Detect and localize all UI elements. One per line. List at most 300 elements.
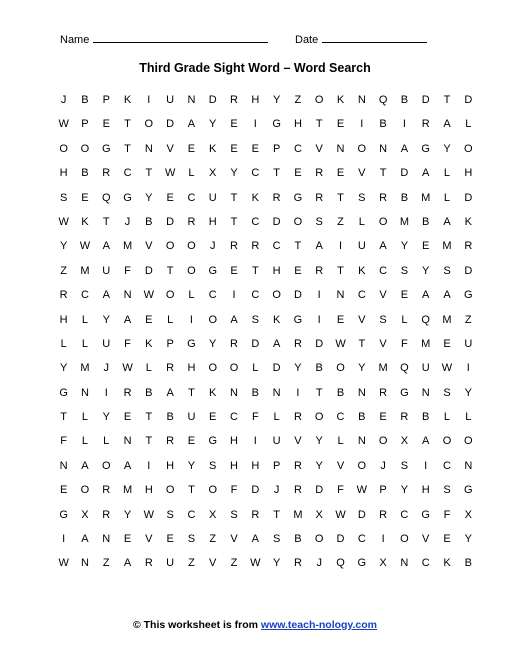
grid-letter[interactable]: M: [122, 240, 133, 253]
grid-letter[interactable]: Y: [294, 362, 302, 375]
grid-letter[interactable]: W: [122, 362, 133, 375]
grid-letter[interactable]: R: [144, 557, 153, 570]
grid-letter[interactable]: O: [208, 362, 217, 375]
grid-letter[interactable]: N: [230, 386, 238, 399]
grid-letter[interactable]: N: [59, 459, 68, 472]
grid-letter[interactable]: Y: [59, 362, 68, 375]
grid-letter[interactable]: B: [145, 386, 153, 399]
grid-letter[interactable]: G: [208, 264, 217, 277]
grid-letter[interactable]: R: [272, 191, 281, 204]
grid-letter[interactable]: B: [81, 94, 89, 106]
grid-letter[interactable]: O: [442, 435, 452, 448]
grid-letter[interactable]: C: [400, 508, 409, 521]
grid-letter[interactable]: I: [296, 386, 300, 399]
grid-letter[interactable]: T: [188, 386, 195, 399]
grid-letter[interactable]: G: [400, 386, 409, 399]
grid-letter[interactable]: D: [315, 337, 324, 350]
footer-link[interactable]: www.teach-nology.com: [260, 619, 378, 631]
grid-letter[interactable]: E: [230, 118, 238, 131]
grid-letter[interactable]: O: [357, 459, 367, 472]
grid-letter[interactable]: A: [123, 557, 132, 570]
grid-letter[interactable]: X: [400, 435, 409, 448]
grid-letter[interactable]: C: [187, 191, 196, 204]
grid-letter[interactable]: C: [293, 142, 302, 155]
grid-letter[interactable]: I: [424, 459, 428, 472]
grid-letter[interactable]: A: [123, 313, 132, 326]
grid-letter[interactable]: N: [421, 386, 430, 399]
grid-letter[interactable]: K: [443, 557, 451, 570]
grid-letter[interactable]: A: [102, 289, 110, 302]
grid-letter[interactable]: N: [272, 386, 281, 399]
grid-letter[interactable]: E: [123, 411, 132, 424]
grid-letter[interactable]: O: [80, 142, 90, 155]
grid-letter[interactable]: K: [209, 142, 217, 155]
grid-letter[interactable]: X: [464, 508, 472, 521]
grid-letter[interactable]: D: [166, 215, 175, 228]
grid-letter[interactable]: I: [62, 533, 66, 546]
grid-letter[interactable]: N: [357, 435, 366, 448]
grid-letter[interactable]: M: [122, 484, 133, 497]
grid-letter[interactable]: D: [421, 94, 430, 106]
grid-letter[interactable]: R: [400, 411, 409, 424]
grid-letter[interactable]: R: [102, 508, 111, 521]
grid-letter[interactable]: B: [422, 215, 430, 228]
grid-letter[interactable]: Y: [145, 191, 153, 204]
grid-letter[interactable]: T: [230, 191, 238, 204]
grid-letter[interactable]: E: [166, 533, 174, 546]
grid-letter[interactable]: G: [293, 191, 303, 204]
grid-letter[interactable]: T: [60, 411, 68, 424]
grid-letter[interactable]: D: [464, 191, 473, 204]
grid-letter[interactable]: A: [443, 289, 451, 302]
grid-letter[interactable]: A: [443, 215, 451, 228]
grid-letter[interactable]: P: [81, 118, 89, 131]
grid-letter[interactable]: J: [124, 215, 131, 228]
grid-letter[interactable]: U: [102, 264, 111, 277]
grid-letter[interactable]: G: [101, 142, 111, 155]
grid-letter[interactable]: U: [421, 362, 430, 375]
grid-letter[interactable]: M: [80, 264, 90, 277]
grid-letter[interactable]: C: [251, 289, 260, 302]
grid-letter[interactable]: R: [59, 289, 68, 302]
grid-letter[interactable]: K: [251, 191, 259, 204]
grid-letter[interactable]: V: [145, 533, 153, 546]
grid-letter[interactable]: W: [143, 289, 155, 302]
grid-letter[interactable]: T: [166, 264, 174, 277]
grid-letter[interactable]: H: [230, 435, 238, 448]
grid-letter[interactable]: O: [165, 240, 175, 253]
grid-letter[interactable]: G: [464, 484, 473, 497]
grid-letter[interactable]: C: [251, 215, 260, 228]
grid-letter[interactable]: T: [251, 264, 259, 277]
grid-letter[interactable]: N: [379, 142, 388, 155]
grid-letter[interactable]: B: [81, 167, 89, 180]
grid-letter[interactable]: A: [379, 240, 387, 253]
grid-letter[interactable]: L: [337, 435, 344, 448]
grid-letter[interactable]: E: [294, 264, 302, 277]
grid-letter[interactable]: I: [253, 118, 257, 131]
grid-letter[interactable]: M: [293, 508, 303, 521]
grid-letter[interactable]: A: [400, 142, 409, 155]
grid-letter[interactable]: H: [272, 264, 281, 277]
grid-letter[interactable]: A: [251, 533, 259, 546]
grid-letter[interactable]: E: [336, 167, 345, 180]
grid-letter[interactable]: R: [123, 386, 132, 399]
grid-letter[interactable]: R: [187, 215, 196, 228]
grid-letter[interactable]: Y: [102, 313, 110, 326]
grid-letter[interactable]: V: [422, 533, 430, 546]
grid-letter[interactable]: T: [379, 167, 387, 180]
grid-letter[interactable]: L: [103, 435, 110, 448]
grid-letter[interactable]: T: [315, 118, 323, 131]
grid-letter[interactable]: O: [464, 142, 473, 155]
grid-letter[interactable]: E: [336, 118, 345, 131]
grid-letter[interactable]: T: [230, 215, 238, 228]
grid-letter[interactable]: G: [59, 386, 68, 399]
grid-letter[interactable]: B: [294, 533, 302, 546]
grid-letter[interactable]: A: [422, 435, 430, 448]
grid-letter[interactable]: A: [272, 337, 281, 350]
grid-letter[interactable]: R: [102, 484, 111, 497]
grid-letter[interactable]: D: [336, 533, 345, 546]
grid-letter[interactable]: B: [400, 94, 409, 106]
grid-letter[interactable]: U: [357, 240, 366, 253]
grid-letter[interactable]: O: [314, 411, 324, 424]
grid-letter[interactable]: I: [317, 313, 321, 326]
grid-letter[interactable]: Z: [337, 215, 344, 228]
grid-letter[interactable]: G: [421, 142, 430, 155]
grid-letter[interactable]: G: [464, 289, 473, 302]
grid-letter[interactable]: Z: [188, 557, 195, 570]
grid-letter[interactable]: U: [166, 94, 175, 106]
grid-letter[interactable]: S: [315, 215, 323, 228]
grid-letter[interactable]: M: [442, 313, 452, 326]
grid-letter[interactable]: Y: [315, 435, 323, 448]
grid-letter[interactable]: R: [230, 337, 238, 350]
grid-letter[interactable]: S: [209, 459, 217, 472]
grid-letter[interactable]: T: [273, 167, 280, 180]
grid-letter[interactable]: B: [336, 386, 345, 399]
grid-letter[interactable]: C: [251, 167, 260, 180]
grid-letter[interactable]: L: [188, 289, 195, 302]
grid-letter[interactable]: E: [379, 411, 387, 424]
grid-letter[interactable]: W: [79, 240, 91, 253]
grid-letter[interactable]: H: [59, 313, 68, 326]
grid-letter[interactable]: K: [272, 313, 281, 326]
grid-letter[interactable]: I: [147, 94, 151, 106]
grid-letter[interactable]: T: [124, 118, 131, 131]
grid-letter[interactable]: P: [166, 337, 174, 350]
grid-letter[interactable]: O: [80, 484, 90, 497]
grid-letter[interactable]: S: [400, 459, 409, 472]
grid-letter[interactable]: H: [166, 459, 175, 472]
grid-letter[interactable]: C: [421, 557, 430, 570]
grid-letter[interactable]: R: [102, 167, 111, 180]
grid-letter[interactable]: H: [421, 484, 430, 497]
grid-letter[interactable]: C: [123, 167, 132, 180]
grid-letter[interactable]: H: [144, 484, 153, 497]
grid-letter[interactable]: K: [358, 264, 366, 277]
grid-letter[interactable]: D: [272, 362, 281, 375]
grid-letter[interactable]: O: [229, 362, 239, 375]
grid-letter[interactable]: T: [315, 386, 323, 399]
grid-letter[interactable]: A: [315, 240, 323, 253]
grid-letter[interactable]: J: [209, 240, 216, 253]
grid-letter[interactable]: S: [379, 313, 387, 326]
grid-letter[interactable]: M: [421, 337, 431, 350]
grid-letter[interactable]: D: [357, 508, 366, 521]
grid-letter[interactable]: O: [144, 118, 154, 131]
grid-letter[interactable]: N: [123, 289, 132, 302]
grid-letter[interactable]: Q: [400, 362, 409, 375]
grid-letter[interactable]: V: [209, 557, 217, 570]
grid-letter[interactable]: G: [123, 191, 132, 204]
grid-letter[interactable]: I: [360, 118, 364, 131]
grid-letter[interactable]: D: [315, 484, 324, 497]
grid-letter[interactable]: Y: [272, 557, 281, 570]
grid-letter[interactable]: L: [443, 191, 451, 204]
grid-letter[interactable]: O: [187, 240, 196, 253]
grid-letter[interactable]: W: [58, 118, 69, 131]
grid-letter[interactable]: Y: [209, 337, 217, 350]
grid-letter[interactable]: L: [167, 313, 174, 326]
grid-letter[interactable]: O: [314, 533, 324, 546]
grid-letter[interactable]: L: [145, 362, 152, 375]
grid-letter[interactable]: T: [337, 264, 344, 277]
grid-letter[interactable]: R: [251, 508, 260, 521]
grid-letter[interactable]: I: [402, 118, 406, 131]
grid-letter[interactable]: R: [464, 240, 473, 253]
grid-letter[interactable]: F: [124, 264, 131, 277]
grid-letter[interactable]: S: [251, 313, 259, 326]
grid-letter[interactable]: S: [443, 386, 451, 399]
grid-letter[interactable]: S: [59, 191, 68, 204]
grid-letter[interactable]: Y: [102, 411, 110, 424]
name-blank-line[interactable]: [93, 31, 268, 43]
grid-letter[interactable]: T: [273, 508, 280, 521]
grid-letter[interactable]: P: [102, 94, 110, 106]
grid-letter[interactable]: E: [145, 313, 153, 326]
grid-letter[interactable]: H: [251, 459, 260, 472]
grid-letter[interactable]: O: [464, 435, 473, 448]
grid-letter[interactable]: U: [208, 191, 217, 204]
grid-letter[interactable]: I: [147, 459, 151, 472]
grid-letter[interactable]: E: [336, 313, 345, 326]
grid-letter[interactable]: W: [335, 337, 346, 350]
grid-letter[interactable]: Y: [422, 264, 430, 277]
grid-letter[interactable]: P: [272, 459, 281, 472]
grid-letter[interactable]: W: [58, 557, 69, 570]
grid-letter[interactable]: C: [443, 459, 451, 472]
grid-letter[interactable]: Y: [187, 459, 196, 472]
grid-letter[interactable]: Y: [400, 240, 409, 253]
grid-letter[interactable]: Z: [294, 94, 302, 106]
grid-letter[interactable]: S: [230, 508, 238, 521]
grid-letter[interactable]: W: [58, 215, 69, 228]
grid-letter[interactable]: S: [400, 264, 409, 277]
grid-letter[interactable]: E: [59, 484, 68, 497]
grid-letter[interactable]: Y: [59, 240, 68, 253]
grid-letter[interactable]: J: [316, 557, 322, 570]
grid-letter[interactable]: N: [187, 94, 196, 106]
grid-letter[interactable]: C: [187, 508, 196, 521]
grid-letter[interactable]: D: [166, 118, 175, 131]
grid-letter[interactable]: T: [337, 191, 344, 204]
grid-letter[interactable]: X: [315, 508, 323, 521]
grid-letter[interactable]: E: [123, 533, 132, 546]
grid-letter[interactable]: I: [466, 362, 470, 375]
grid-letter[interactable]: A: [230, 313, 238, 326]
grid-letter[interactable]: G: [421, 508, 430, 521]
grid-letter[interactable]: V: [358, 313, 366, 326]
grid-letter[interactable]: N: [123, 435, 132, 448]
grid-letter[interactable]: U: [102, 337, 111, 350]
grid-letter[interactable]: V: [230, 533, 238, 546]
grid-letter[interactable]: O: [208, 484, 217, 497]
grid-letter[interactable]: K: [123, 94, 132, 106]
grid-letter[interactable]: H: [464, 167, 473, 180]
grid-letter[interactable]: A: [166, 386, 174, 399]
grid-letter[interactable]: J: [273, 484, 280, 497]
grid-letter[interactable]: E: [443, 337, 451, 350]
grid-letter[interactable]: E: [422, 240, 430, 253]
grid-letter[interactable]: B: [422, 411, 430, 424]
grid-letter[interactable]: T: [358, 337, 366, 350]
grid-letter[interactable]: E: [230, 142, 238, 155]
grid-letter[interactable]: H: [293, 118, 302, 131]
grid-letter[interactable]: A: [187, 118, 196, 131]
grid-letter[interactable]: U: [166, 557, 175, 570]
grid-letter[interactable]: O: [314, 94, 324, 106]
grid-letter[interactable]: N: [357, 94, 366, 106]
grid-letter[interactable]: B: [315, 362, 323, 375]
grid-letter[interactable]: A: [422, 289, 430, 302]
grid-letter[interactable]: L: [81, 313, 88, 326]
grid-letter[interactable]: Z: [209, 533, 217, 546]
grid-letter[interactable]: X: [209, 508, 217, 521]
grid-letter[interactable]: H: [59, 167, 68, 180]
grid-letter[interactable]: P: [272, 142, 281, 155]
grid-letter[interactable]: O: [272, 289, 281, 302]
grid-letter[interactable]: Y: [272, 94, 281, 106]
grid-letter[interactable]: T: [145, 435, 153, 448]
grid-letter[interactable]: Y: [123, 508, 132, 521]
grid-letter[interactable]: N: [336, 142, 345, 155]
grid-letter[interactable]: D: [144, 264, 153, 277]
grid-letter[interactable]: E: [81, 191, 89, 204]
grid-letter[interactable]: C: [230, 411, 238, 424]
grid-letter[interactable]: U: [272, 435, 281, 448]
grid-letter[interactable]: S: [443, 264, 451, 277]
grid-letter[interactable]: N: [102, 533, 111, 546]
grid-letter[interactable]: D: [293, 289, 302, 302]
grid-letter[interactable]: V: [315, 142, 323, 155]
grid-letter[interactable]: A: [81, 459, 89, 472]
grid-letter[interactable]: F: [401, 337, 408, 350]
grid-letter[interactable]: R: [379, 386, 388, 399]
grid-letter[interactable]: Y: [464, 386, 472, 399]
grid-letter[interactable]: O: [357, 142, 367, 155]
grid-letter[interactable]: W: [335, 508, 346, 521]
grid-letter[interactable]: M: [442, 240, 452, 253]
grid-letter[interactable]: N: [80, 557, 89, 570]
grid-letter[interactable]: I: [189, 313, 193, 326]
grid-letter[interactable]: V: [379, 337, 387, 350]
grid-letter[interactable]: R: [293, 337, 302, 350]
grid-letter[interactable]: F: [443, 508, 451, 521]
grid-letter[interactable]: M: [399, 215, 409, 228]
grid-letter[interactable]: O: [101, 459, 111, 472]
grid-letter[interactable]: L: [81, 435, 88, 448]
grid-letter[interactable]: E: [294, 167, 302, 180]
grid-letter[interactable]: T: [145, 411, 153, 424]
grid-letter[interactable]: S: [443, 484, 451, 497]
grid-letter[interactable]: Y: [443, 142, 451, 155]
grid-letter[interactable]: F: [124, 337, 131, 350]
grid-letter[interactable]: Y: [464, 533, 472, 546]
grid-letter[interactable]: R: [230, 94, 238, 106]
grid-letter[interactable]: L: [188, 167, 195, 180]
grid-letter[interactable]: X: [379, 557, 387, 570]
grid-letter[interactable]: R: [293, 411, 302, 424]
grid-letter[interactable]: F: [60, 435, 68, 448]
grid-letter[interactable]: S: [272, 533, 281, 546]
grid-letter[interactable]: R: [293, 459, 302, 472]
grid-letter[interactable]: M: [378, 362, 388, 375]
grid-letter[interactable]: K: [336, 94, 345, 106]
grid-letter[interactable]: T: [124, 142, 131, 155]
grid-letter[interactable]: G: [357, 557, 367, 570]
grid-letter[interactable]: V: [379, 289, 387, 302]
grid-letter[interactable]: K: [464, 215, 472, 228]
grid-letter[interactable]: D: [272, 215, 281, 228]
grid-letter[interactable]: E: [443, 533, 451, 546]
grid-letter[interactable]: L: [401, 313, 408, 326]
grid-letter[interactable]: C: [357, 533, 366, 546]
grid-letter[interactable]: O: [378, 435, 388, 448]
grid-letter[interactable]: F: [251, 411, 259, 424]
grid-letter[interactable]: B: [145, 215, 153, 228]
grid-letter[interactable]: J: [103, 362, 109, 375]
grid-letter[interactable]: E: [400, 289, 409, 302]
grid-letter[interactable]: A: [81, 533, 89, 546]
grid-letter[interactable]: Z: [102, 557, 110, 570]
grid-letter[interactable]: T: [294, 240, 302, 253]
grid-letter[interactable]: Q: [101, 191, 111, 204]
grid-letter[interactable]: T: [102, 215, 110, 228]
grid-letter[interactable]: W: [441, 362, 453, 375]
grid-letter[interactable]: Q: [421, 313, 430, 326]
grid-letter[interactable]: Z: [230, 557, 238, 570]
grid-letter[interactable]: I: [104, 386, 108, 399]
grid-letter[interactable]: O: [59, 142, 68, 155]
grid-letter[interactable]: K: [209, 386, 217, 399]
grid-letter[interactable]: A: [422, 167, 430, 180]
grid-letter[interactable]: L: [465, 411, 472, 424]
grid-letter[interactable]: Y: [358, 362, 366, 375]
grid-letter[interactable]: B: [251, 386, 259, 399]
grid-letter[interactable]: R: [251, 240, 260, 253]
grid-letter[interactable]: Z: [60, 264, 68, 277]
grid-letter[interactable]: E: [102, 118, 110, 131]
grid-letter[interactable]: D: [400, 167, 409, 180]
grid-letter[interactable]: V: [145, 240, 153, 253]
grid-letter[interactable]: Z: [464, 313, 472, 326]
grid-letter[interactable]: L: [358, 215, 365, 228]
grid-letter[interactable]: B: [379, 118, 387, 131]
grid-letter[interactable]: E: [209, 411, 217, 424]
grid-letter[interactable]: S: [166, 508, 174, 521]
